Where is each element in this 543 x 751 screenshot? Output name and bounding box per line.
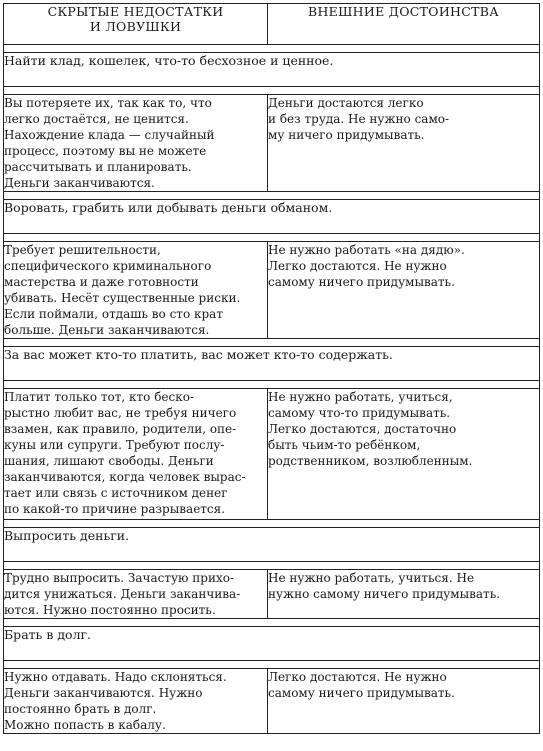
row-gap (4, 661, 540, 669)
section-title: За вас может кто-то платить, вас может кто-то содержать. (4, 347, 540, 381)
gap-cell (4, 661, 540, 669)
text-line: му ничего придумывать. (268, 128, 425, 142)
comparison-table (3, 3, 540, 734)
text-line: процесс, поэтому вы не можете (4, 144, 207, 158)
gap-cell (4, 192, 540, 200)
row-gap (4, 192, 540, 200)
section-body-row (4, 669, 540, 734)
text-line: Нахождение клада — случайный (4, 128, 215, 142)
text-line: Не нужно работать «на дядю». (268, 243, 465, 257)
row-gap (4, 45, 540, 53)
text-line: Деньги заканчиваются. (4, 176, 155, 190)
gap-cell (4, 339, 540, 347)
section-body-row (4, 570, 540, 619)
header-right-text: ВНЕШНИЕ ДОСТОИНСТВА (308, 4, 499, 19)
text-line: Не нужно работать, учиться. Не (268, 571, 475, 585)
text-line: Легко достаются, достаточно (268, 422, 457, 436)
text-line: Требует решительности, (4, 243, 161, 257)
gap-cell (4, 562, 540, 570)
section-body-row (4, 95, 540, 192)
drawbacks-cell (4, 570, 268, 619)
text-line: ются. Нужно постоянно просить. (4, 603, 216, 617)
text-line: самому ничего придумывать. (268, 686, 455, 700)
section-body-row (4, 389, 540, 520)
text-line: шания, лишают свободы. Деньги (4, 454, 214, 468)
table-header-row (4, 4, 540, 45)
text-line: больше. Деньги заканчиваются. (4, 323, 210, 337)
text-line: Платит только тот, кто беско- (4, 390, 195, 404)
text-line: заканчиваются, когда человек вырас- (4, 470, 246, 484)
gap-cell (4, 45, 540, 53)
text-line: мастерства и даже готовности (4, 275, 199, 289)
text-line: Легко достаются. Не нужно (268, 259, 447, 273)
row-gap (4, 562, 540, 570)
text-line: Трудно выпросить. Зачастую прихо- (4, 571, 235, 585)
row-gap (4, 339, 540, 347)
text-line: Вы потеряете их, так как то, что (4, 96, 212, 110)
gap-cell (4, 234, 540, 242)
drawbacks-cell (4, 389, 268, 520)
section-title: Найти клад, кошелек, что-то бесхозное и ценное. (4, 53, 540, 87)
text-line: и без труда. Не нужно само- (268, 112, 450, 126)
drawbacks-cell (4, 669, 268, 734)
text-line: дится унижаться. Деньги заканчива- (4, 587, 241, 601)
text-line: рыстно любит вас, не требуя ничего (4, 406, 237, 420)
row-gap (4, 619, 540, 627)
drawbacks-cell (4, 242, 268, 339)
text-line: Можно попасть в кабалу. (4, 718, 166, 732)
row-gap (4, 87, 540, 95)
text-line: нужно самому ничего придумывать. (268, 587, 501, 601)
header-left-line-1: СКРЫТЫЕ НЕДОСТАТКИ (47, 4, 224, 19)
section-title-row (4, 347, 540, 381)
text-line: быть чьим-то ребёнком, (268, 438, 421, 452)
advantages-cell (268, 669, 540, 734)
text-line: легко достаётся, не ценится. (4, 112, 189, 126)
row-gap (4, 234, 540, 242)
section-title: Воровать, грабить или добывать деньги обманом. (4, 200, 540, 234)
advantages-cell (268, 95, 540, 192)
text-line: родственником, возлюбленным. (268, 454, 473, 468)
text-line: Легко достаются. Не нужно (268, 670, 447, 684)
text-line: Не нужно работать, учиться, (268, 390, 453, 404)
gap-cell (4, 520, 540, 528)
text-line: по какой-то причине разрывается. (4, 502, 226, 516)
text-line: взамен, как правило, родители, опе- (4, 422, 237, 436)
section-title-row (4, 627, 540, 661)
section-body-row (4, 242, 540, 339)
advantages-cell (268, 570, 540, 619)
text-line: специфического криминального (4, 259, 212, 273)
section-title: Брать в долг. (4, 627, 540, 661)
gap-cell (4, 619, 540, 627)
text-line: убивать. Несёт существенные риски. (4, 291, 241, 305)
text-line: самому ничего придумывать. (268, 275, 455, 289)
header-external-advantages (268, 4, 540, 45)
row-gap (4, 381, 540, 389)
section-title-row (4, 528, 540, 562)
section-title: Выпросить деньги. (4, 528, 540, 562)
row-gap (4, 520, 540, 528)
advantages-cell (268, 389, 540, 520)
text-line: самому что-то придумывать. (268, 406, 451, 420)
header-left-line-2: И ЛОВУШКИ (89, 19, 182, 34)
text-line: Деньги заканчиваются. Нужно (4, 686, 203, 700)
text-line: тает или связь с источником денег (4, 486, 228, 500)
text-line: постоянно брать в долг. (4, 702, 157, 716)
text-line: куны или супруги. Требуют послу- (4, 438, 225, 452)
section-title-row (4, 200, 540, 234)
gap-cell (4, 87, 540, 95)
header-hidden-drawbacks (4, 4, 268, 45)
drawbacks-cell (4, 95, 268, 192)
text-line: рассчитывать и планировать. (4, 160, 192, 174)
text-line: Нужно отдавать. Надо склоняться. (4, 670, 227, 684)
text-line: Если поймали, отдашь во сто крат (4, 307, 223, 321)
gap-cell (4, 381, 540, 389)
text-line: Деньги достаются легко (268, 96, 424, 110)
advantages-cell (268, 242, 540, 339)
section-title-row (4, 53, 540, 87)
